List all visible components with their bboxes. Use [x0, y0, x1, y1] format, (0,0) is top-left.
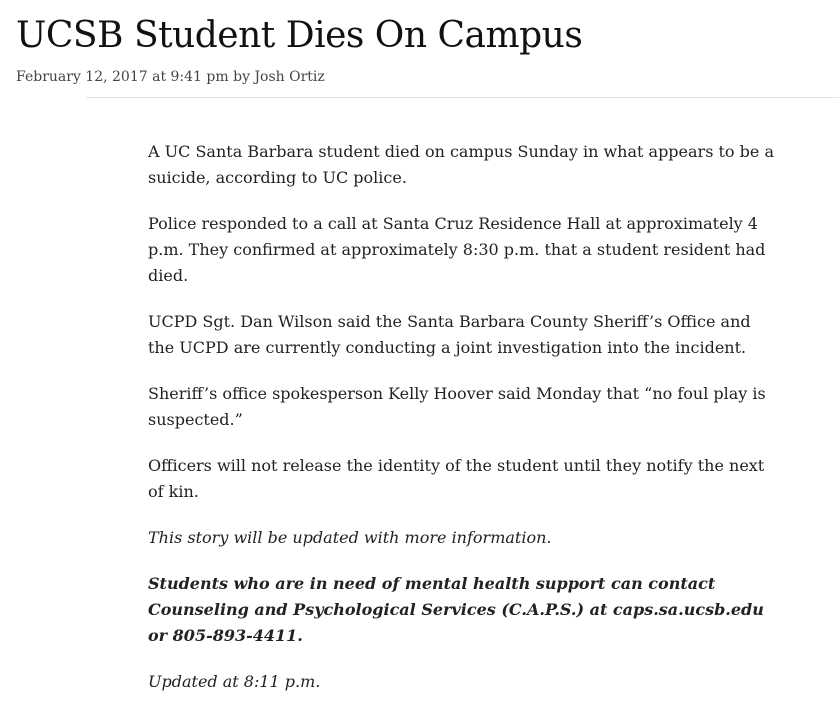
mental-health-notice: Students who are in need of mental health support can contact Counseling and Psychological Services (C.A.P.S.) at caps.sa.ucsb.edu or 805-893-4411.	[148, 574, 764, 645]
article-byline	[16, 66, 325, 88]
article-headline: UCSB Student Dies On Campus	[16, 15, 583, 56]
publish-date: February 12, 2017 at 9:41 pm	[16, 69, 229, 85]
article-paragraph: Sheriff’s office spokesperson Kelly Hoover said Monday that “no foul play is suspected.”	[148, 384, 766, 429]
article-paragraph: Police responded to a call at Santa Cruz Residence Hall at approximately 4 p.m. They confirmed at approximately 8:30 p.m. that a student resident had died.	[148, 214, 766, 285]
article-paragraph: A UC Santa Barbara student died on campus Sunday in what appears to be a suicide, according to UC police.	[148, 142, 774, 187]
byline-by: by	[233, 69, 250, 85]
article-paragraph: UCPD Sgt. Dan Wilson said the Santa Barbara County Sheriff’s Office and the UCPD are currently conducting a joint investigation into the incident.	[148, 312, 751, 357]
updated-timestamp: Updated at 8:11 p.m.	[148, 672, 321, 691]
article-body	[148, 139, 778, 715]
header-divider	[86, 97, 839, 98]
article-paragraph: Officers will not release the identity of the student until they notify the next of kin.	[148, 456, 765, 501]
update-note: This story will be updated with more information.	[148, 528, 552, 547]
author-name[interactable]: Josh Ortiz	[254, 69, 325, 85]
